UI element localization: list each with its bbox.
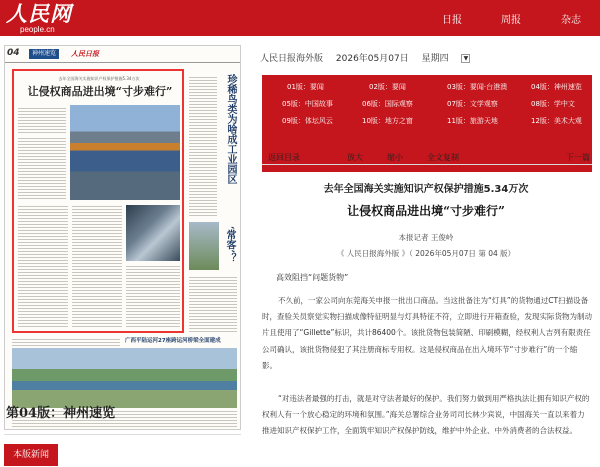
article-paragraph-2: “对违法者最强的打击，就是对守法者最好的保护。我们努力做到用严格执法让拥有知识产权的权利人有一个放心稳定的环境和氛围。”海关总署综合业务司司长林少宾说，中国海关一直以来着力推进知识产权保护工作，全面筑牢知识产权保护防线，维护中外企业、中外消费者的合法权益。: [262, 394, 590, 436]
zoom-out-button[interactable]: 缩小: [387, 153, 403, 162]
text-column: [18, 205, 68, 329]
page-link-07[interactable]: 07版：文学观察: [447, 100, 498, 108]
chevron-down-icon[interactable]: ▼: [461, 54, 470, 63]
article-source: 《 人民日报海外版 》（ 2026年05月07日 第 04 版）: [336, 249, 516, 258]
page-link-06[interactable]: 06版：国际观察: [362, 100, 413, 108]
edition-name: 人民日报海外版: [260, 54, 324, 64]
article-toolbar: [262, 150, 592, 165]
text-column: [18, 107, 66, 133]
top-bar: [0, 0, 600, 36]
bird-photo: [189, 222, 219, 270]
edition-weekday: 星期四: [421, 54, 449, 64]
article-section-heading: 高效阻挡“问题货物”: [276, 273, 349, 282]
edition-news-button[interactable]: 本版新闻: [4, 444, 58, 466]
page-link-02[interactable]: 02版：要闻: [369, 83, 406, 91]
article-paragraph-1: 不久前，一家公司向东莞海关申报一批出口商品。当这批备注为“灯具”的货物通过CT扫描设备时，查验关员察觉实物扫描成像特征明显与灯具特征不符，立即进行开箱查验，发现实际货物为制动片且使用了“Gillette”标识，共计86400个。该批货物包装简陋、印刷模糊，经权利人吉列有限责任公司确认，该批货物侵犯了其注册商标专用权。这是侵权商品在出入境环节“寸步难行”的一个缩影。: [262, 296, 592, 370]
highlighted-article-region[interactable]: [12, 69, 184, 333]
logo-sub: people.cn: [20, 25, 55, 34]
newspaper-page-image[interactable]: [4, 45, 241, 430]
dateline: [260, 51, 480, 64]
thumb-page-number: 04: [7, 48, 20, 58]
copy-full-text-button[interactable]: 全文复制: [427, 153, 459, 162]
edition-date[interactable]: 2026年05月07日: [335, 54, 409, 64]
next-article-button[interactable]: 下一篇: [566, 153, 590, 162]
text-column: [189, 276, 237, 332]
page-link-08[interactable]: 08版：学中文: [531, 100, 575, 108]
nav-daily[interactable]: 日报: [442, 15, 462, 26]
article-panel: [252, 36, 600, 467]
page-link-10[interactable]: 10版：地方之窗: [362, 117, 413, 125]
page-link-09[interactable]: 09版：体坛风云: [282, 117, 333, 125]
nav-magazine[interactable]: 杂志: [561, 15, 581, 26]
page-link-11[interactable]: 11版：旅游天地: [447, 117, 498, 125]
page-header-strip: [5, 46, 241, 62]
page-link-03[interactable]: 03版：要闻·台港澳: [447, 83, 508, 91]
page-link-05[interactable]: 05版：中国故事: [282, 100, 333, 108]
text-column: [18, 137, 66, 200]
thumb-article-title: 让侵权商品进出境“寸步难行”: [27, 85, 173, 98]
page-thumbnail-panel: [0, 36, 245, 467]
thumb-brand: 人民日报: [71, 50, 99, 58]
logo-mark: 人民网: [6, 1, 72, 26]
back-to-index-button[interactable]: 返回目录: [268, 153, 300, 162]
page-caption: 第04版：神州速览: [6, 406, 116, 421]
article-subtitle: 去年全国海关实施知识产权保护措施5.34万次: [323, 184, 529, 195]
bridge-photo: [12, 348, 237, 408]
text-column: [189, 76, 217, 216]
divider: [4, 434, 241, 435]
zoom-in-button[interactable]: 放大: [347, 153, 363, 162]
article-author: 本报记者 王俊岭: [398, 233, 454, 242]
text-column: [126, 265, 180, 329]
page-link-01[interactable]: 01版：要闻: [287, 83, 324, 91]
article-title: 让侵权商品进出境“寸步难行”: [347, 204, 505, 218]
nav-weekly[interactable]: 周报: [501, 15, 521, 26]
page-link-12[interactable]: 12版：美术大观: [531, 117, 582, 125]
article-photo-2: [126, 205, 180, 261]
page-link-04[interactable]: 04版：神州速览: [531, 83, 582, 91]
thumb-article-subtitle: 去年全国海关实施知识产权保护措施5.34万次: [58, 76, 140, 81]
article-photo: [70, 105, 180, 200]
thumb-side-headline: 珍稀鸟类为啥成工业园区: [225, 74, 236, 184]
thumb-bottom-headline: 广西平陆运河27座跨运河桥梁全面建成: [125, 338, 221, 344]
site-logo[interactable]: [6, 3, 84, 33]
thumb-side-headline-2: ‘常客’？: [224, 226, 235, 263]
text-column: [72, 205, 122, 329]
text-column: [12, 338, 120, 348]
thumb-page-badge: 神州速览: [29, 49, 59, 59]
